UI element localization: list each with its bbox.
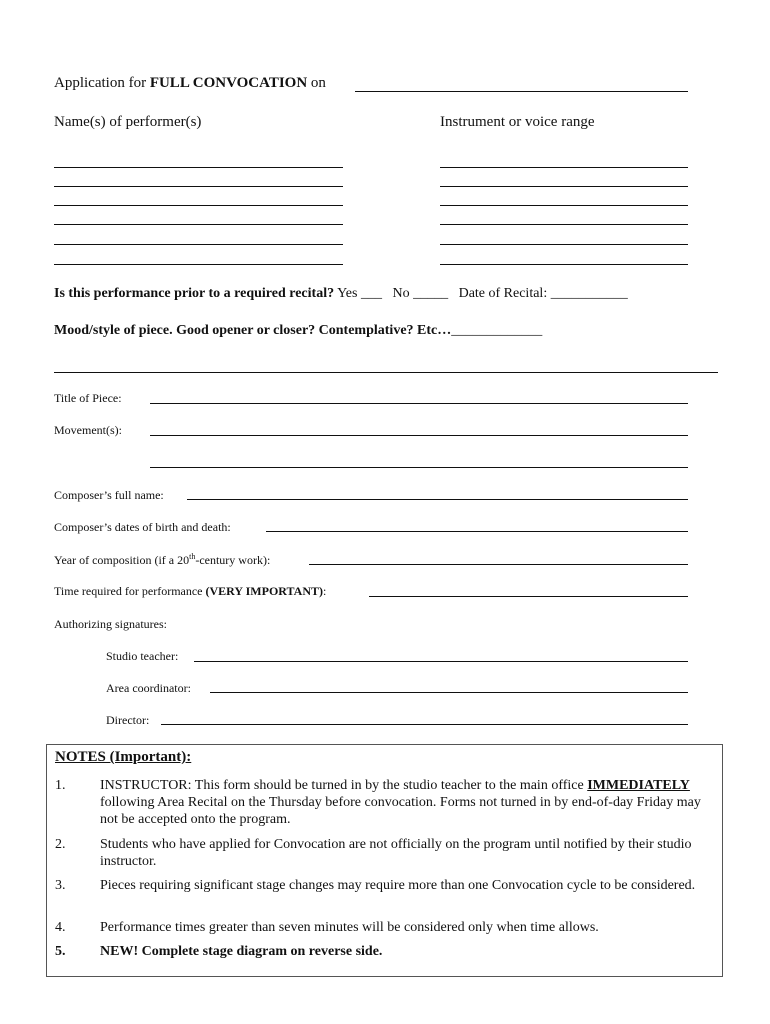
- authorizing-label: Authorizing signatures:: [54, 617, 167, 631]
- studio-teacher-line[interactable]: [194, 661, 688, 662]
- area-coordinator-line[interactable]: [210, 692, 688, 693]
- composer-dates-line[interactable]: [266, 531, 688, 532]
- instrument-line-4[interactable]: [440, 224, 688, 225]
- instrument-line-6[interactable]: [440, 264, 688, 265]
- instrument-line-2[interactable]: [440, 186, 688, 187]
- year-label: Year of composition (if a 20th-century work):: [54, 552, 271, 567]
- instrument-label: Instrument or voice range: [440, 114, 595, 130]
- note-item-3: 3. Pieces requiring significant stage changes may require more than one Convocation cycle to be considered.: [55, 878, 696, 893]
- instrument-line-5[interactable]: [440, 244, 688, 245]
- studio-teacher-label: Studio teacher:: [106, 649, 179, 663]
- composer-name-line[interactable]: [187, 499, 688, 500]
- form-title: Application for FULL CONVOCATION on: [54, 75, 326, 91]
- time-label: Time required for performance (VERY IMPORTANT):: [54, 584, 327, 598]
- performer-line-1[interactable]: [54, 167, 343, 168]
- section-divider: [54, 372, 718, 373]
- movements-line-2[interactable]: [150, 467, 688, 468]
- performer-line-2[interactable]: [54, 186, 343, 187]
- instrument-line-3[interactable]: [440, 205, 688, 206]
- movements-label: Movement(s):: [54, 423, 122, 437]
- performers-label: Name(s) of performer(s): [54, 114, 202, 130]
- instrument-line-1[interactable]: [440, 167, 688, 168]
- performer-line-6[interactable]: [54, 264, 343, 265]
- performer-line-3[interactable]: [54, 205, 343, 206]
- composer-name-label: Composer’s full name:: [54, 488, 164, 502]
- title-line[interactable]: [150, 403, 688, 404]
- recital-date[interactable]: Date of Recital: ___________: [458, 286, 628, 301]
- director-label: Director:: [106, 713, 150, 727]
- year-line[interactable]: [309, 564, 688, 565]
- recital-no[interactable]: No _____: [392, 286, 449, 301]
- note-item-1: 1. INSTRUCTOR: This form should be turned in by the studio teacher to the main office IMMEDIATELY following Area Recital on the Thursday before convocation. Forms not turned in by end-of-day Friday may not be accepted onto the program.: [55, 778, 701, 827]
- convocation-date-line[interactable]: [355, 91, 688, 92]
- performer-line-4[interactable]: [54, 224, 343, 225]
- area-coordinator-label: Area coordinator:: [106, 681, 191, 695]
- composer-dates-label: Composer’s dates of birth and death:: [54, 520, 231, 534]
- mood-question: Mood/style of piece. Good opener or closer? Contemplative? Etc…_____________: [54, 323, 543, 338]
- director-line[interactable]: [161, 724, 688, 725]
- note-emphasis: IMMEDIATELY: [587, 778, 690, 793]
- note-item-4: 4. Performance times greater than seven minutes will be considered only when time allows.: [55, 920, 599, 935]
- note-item-2: 2. Students who have applied for Convocation are not officially on the program until notified by their studio instructor.: [55, 837, 692, 869]
- notes-box: [46, 744, 723, 977]
- note-item-5: 5. NEW! Complete stage diagram on reverse side.: [55, 944, 383, 959]
- time-line[interactable]: [369, 596, 688, 597]
- performer-line-5[interactable]: [54, 244, 343, 245]
- title-label: Title of Piece:: [54, 391, 122, 405]
- mood-blank[interactable]: _____________: [451, 323, 543, 338]
- recital-yes[interactable]: Yes ___: [337, 286, 382, 301]
- movements-line-1[interactable]: [150, 435, 688, 436]
- recital-question: Is this performance prior to a required recital? Yes ___ No _____ Date of Recital: ___________: [54, 286, 628, 301]
- notes-heading: NOTES (Important):: [55, 749, 192, 765]
